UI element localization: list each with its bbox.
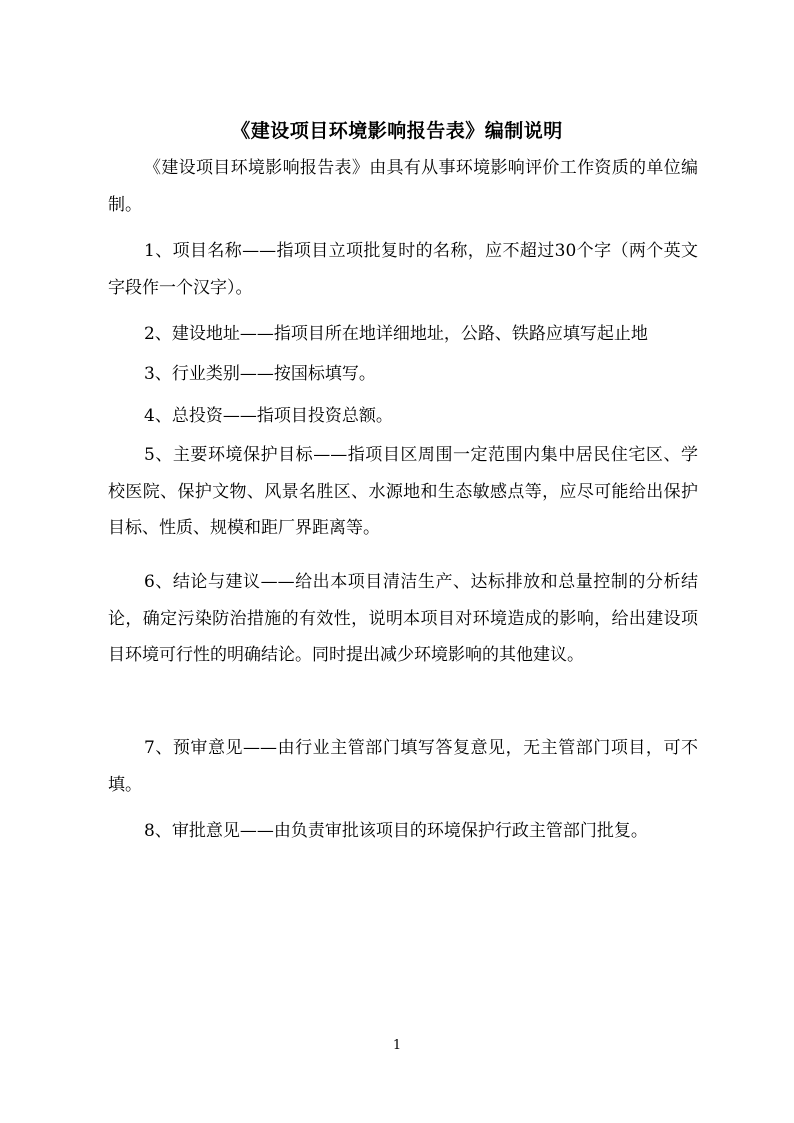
paragraph-construction-address: 2、建设地址——指项目所在地详细地址，公路、铁路应填写起止地 (144, 324, 648, 344)
paragraph-project-name: 1、项目名称——指项目立项批复时的名称，应不超过30个字（两个英文字段作一个汉字）。 (108, 241, 698, 298)
paragraph-protection-targets: 5、主要环境保护目标——指项目区周围一定范围内集中居民住宅区、学校医院、保护文物、风景名胜区、水源地和生态敏感点等，应尽可能给出保护目标、性质、规模和距厂界距离等。 (108, 445, 698, 538)
paragraph-approval: 8、审批意见——由负责审批该项目的环境保护行政主管部门批复。 (144, 821, 648, 841)
paragraph-pre-review: 7、预审意见——由行业主管部门填写答复意见，无主管部门项目，可不填。 (108, 738, 698, 795)
paragraph-total-investment: 4、总投资——指项目投资总额。 (144, 406, 393, 426)
paragraph-conclusions: 6、结论与建议——给出本项目清洁生产、达标排放和总量控制的分析结论，确定污染防治措施的有效性，说明本项目对环境造成的影响，给出建设项目环境可行性的明确结论。同时提出减少环境影响的其他建议。 (108, 572, 698, 665)
page-number: 1 (392, 1038, 402, 1053)
document-title: 《建设项目环境影响报告表》编制说明 (231, 120, 563, 142)
paragraph-intro: 《建设项目环境影响报告表》由具有从事环境影响评价工作资质的单位编制。 (108, 158, 698, 215)
paragraph-industry-category: 3、行业类别——按国标填写。 (144, 364, 376, 384)
